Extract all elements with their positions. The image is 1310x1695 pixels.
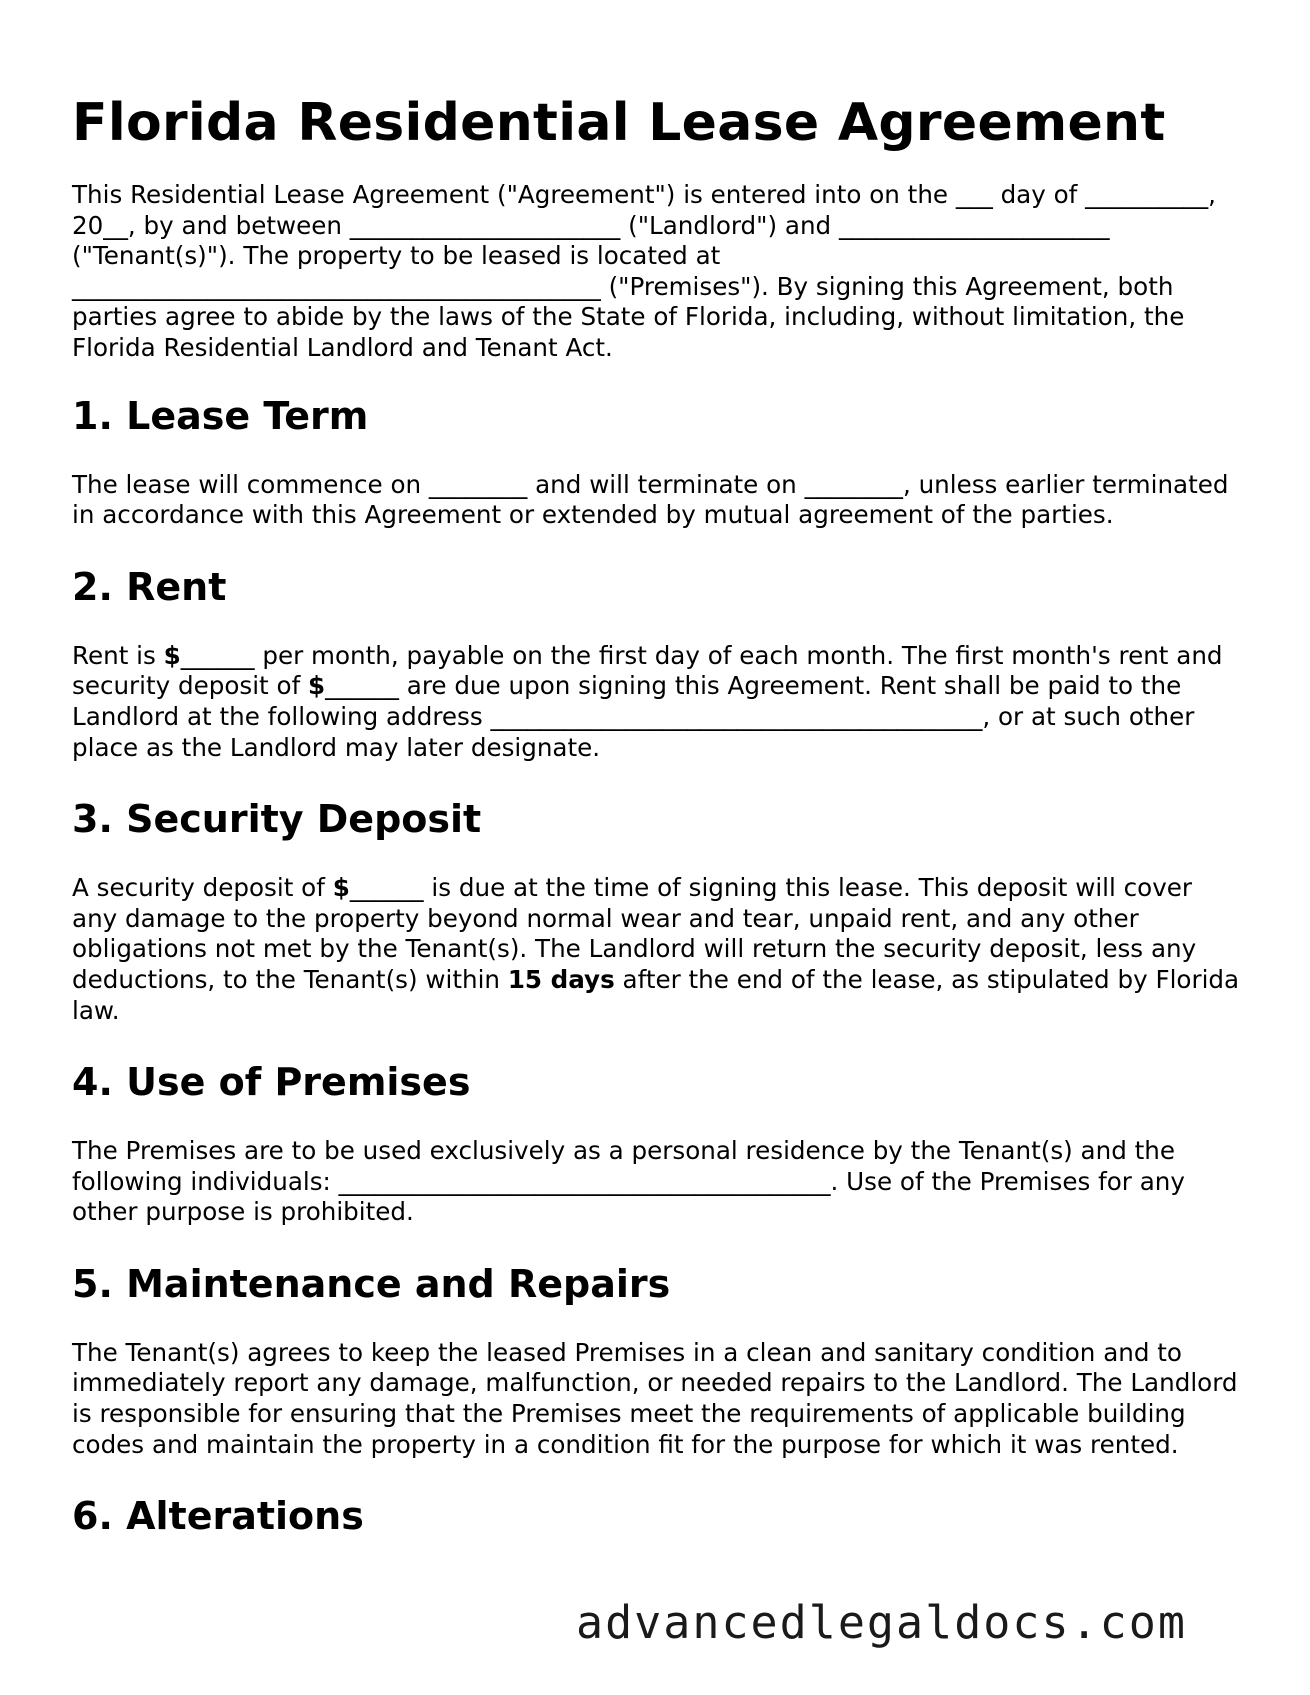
section-body-security-deposit — [72, 873, 1242, 1026]
deposit-text-3: after the end of the lease, as stipulated by Florida law. — [72, 964, 1240, 1025]
section-body-rent — [72, 641, 1242, 763]
rent-text-2: ______ per month, payable on the first day of each month. The first month's rent and security deposit of — [72, 640, 1223, 701]
section-body-use-of-premises: The Premises are to be used exclusively as a personal residence by the Tenant(s) and the following individuals: ________________________________________. Use of the Premises for any other purpose is prohibited. — [72, 1136, 1185, 1227]
section-heading-lease-term: 1. Lease Term — [72, 393, 369, 438]
deposit-days: 15 days — [507, 964, 615, 994]
deposit-text-1: A security deposit of — [72, 873, 333, 903]
section-body-lease-term: The lease will commence on ________ and will terminate on ________, unless earlier terminated in accordance with this Agreement or extended by mutual agreement of the parties. — [72, 469, 1229, 530]
section-body-maintenance: The Tenant(s) agrees to keep the leased Premises in a clean and sanitary condition and to immediately report any damage, malfunction, or needed repairs to the Landlord. The Landlord is responsible for ensuring that the Premises meet the requirements of applicable building codes and maintain the property in a condition fit for the purpose for which it was rented. — [72, 1337, 1238, 1459]
watermark-text: advancedlegaldocs.com — [576, 1596, 1187, 1649]
section-heading-alterations: 6. Alterations — [72, 1494, 364, 1539]
rent-dollar-2: $ — [308, 671, 326, 701]
section-heading-rent: 2. Rent — [72, 564, 227, 609]
section-heading-use-of-premises: 4. Use of Premises — [72, 1060, 471, 1105]
rent-dollar-1: $ — [163, 640, 181, 670]
deposit-dollar: $ — [332, 873, 350, 903]
deposit-text-2: ______ is due at the time of signing this lease. This deposit will cover any damage to the property beyond normal wear and tear, unpaid rent, and any other obligations not met by the Tenant(s). The Landlord will return the security deposit, less any deductions, to the Tenant(s) within — [72, 873, 1197, 994]
rent-text-3: ______ are due upon signing this Agreement. Rent shall be paid to the Landlord at the following address ________________________________________, or at such other place as the Landlord may later designate. — [72, 671, 1195, 762]
section-heading-maintenance: 5. Maintenance and Repairs — [72, 1261, 671, 1306]
document-page — [72, 0, 1242, 1538]
rent-text-1: Rent is — [72, 640, 164, 670]
intro-paragraph: This Residential Lease Agreement ("Agreement") is entered into on the ___ day of __________, 20__, by and between ______________________ ("Landlord") and ______________________ ("Tenant(s)"). The property to be leased is located at ___________________________________________ ("Premises"). By signing this Agreement, both parties agree to abide by the laws of the State of Florida, including, without limitation, the Florida Residential Landlord and Tenant Act. — [72, 180, 1216, 362]
section-heading-security-deposit: 3. Security Deposit — [72, 797, 482, 842]
document-title: Florida Residential Lease Agreement — [72, 93, 1166, 153]
